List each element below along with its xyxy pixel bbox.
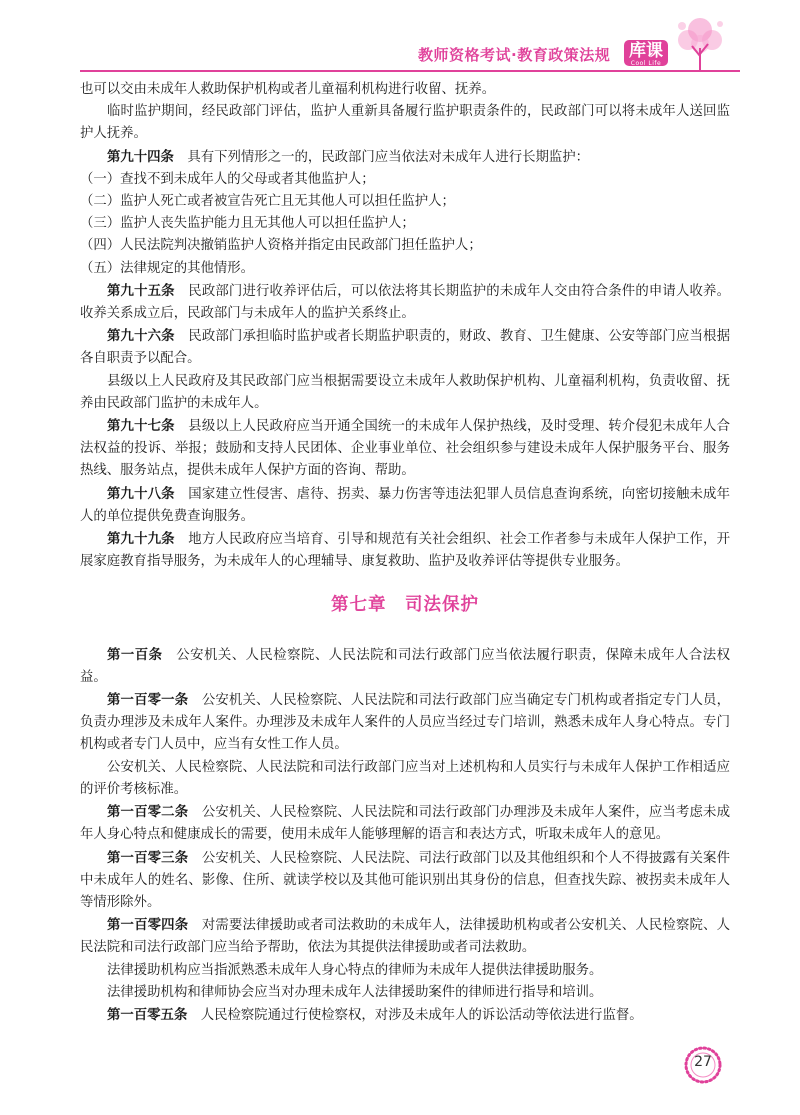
brand-logo: [624, 40, 668, 66]
article-text: 公安机关、人民检察院、人民法院和司法行政部门应当依法履行职责，保障未成年人合法权益。: [80, 647, 730, 685]
paragraph: 也可以交由未成年人救助保护机构或者儿童福利机构进行收留、抚养。: [80, 82, 496, 97]
article-text: 民政部门承担临时监护或者长期监护职责的，财政、教育、卫生健康、公安等部门应当根据各自职责予以配合。: [80, 329, 730, 367]
article-text: 国家建立性侵害、虐待、拐卖、暴力伤害等违法犯罪人员信息查询系统，向密切接触未成年人的单位提供免费查询服务。: [80, 486, 730, 524]
list-item: （三）监护人丧失监护能力且无其他人可以担任监护人；: [80, 216, 415, 232]
article-94: [80, 146, 730, 169]
article-label: 第一百零一条: [107, 692, 189, 709]
chapter-title: 第七章 司法保护: [331, 595, 479, 616]
article-label: 第九十六条: [107, 328, 175, 345]
page-number: 27: [694, 1054, 712, 1070]
paragraph: 临时监护期间，经民政部门评估，监护人重新具备履行监护职责条件的，民政部门可以将未成年人送回监护人抚养。: [80, 104, 730, 142]
article-label: 第一百零三条: [107, 849, 189, 866]
article-label: 第九十七条: [107, 418, 175, 435]
article-103: [80, 847, 730, 915]
list-item: （二）监护人死亡或者被宣告死亡且无其他人可以担任监护人；: [80, 194, 455, 210]
article-text: 公安机关、人民检察院、人民法院、司法行政部门以及其他组织和个人不得披露有关案件中未成年人的姓名、影像、住所、就读学校以及其他可能识别出其身份的信息，但查找失踪、被拐卖未成年人等情形除外。: [80, 850, 730, 910]
page-content: [80, 79, 730, 1027]
tree-icon: [670, 10, 730, 72]
paragraph: 法律援助机构应当指派熟悉未成年人身心特点的律师为未成年人提供法律援助服务。: [107, 962, 603, 978]
article-104: [80, 914, 730, 959]
article-text: 民政部门进行收养评估后，可以依法将其长期监护的未成年人交由符合条件的申请人收养。收养关系成立后，民政部门与未成年人的监护关系终止。: [80, 283, 730, 322]
article-99: [80, 528, 730, 573]
article-label: 第九十九条: [107, 531, 175, 548]
header-rule: [80, 70, 740, 72]
article-text: 地方人民政府应当培育、引导和规范有关社会组织、社会工作者参与未成年人保护工作，开展家庭教育指导服务，为未成年人的心理辅导、康复救助、监护及收养评估等提供专业服务。: [80, 532, 730, 570]
article-text: 公安机关、人民检察院、人民法院和司法行政部门办理涉及未成年人案件，应当考虑未成年人身心特点和健康成长的需要，使用未成年人能够理解的语言和表达方式，听取未成年人的意见。: [80, 805, 730, 843]
article-label: 第一百零五条: [107, 1006, 188, 1023]
article-98: [80, 483, 730, 528]
article-text: 对需要法律援助或者司法救助的未成年人，法律援助机构或者公安机关、人民检察院、人民法院和司法行政部门应当给予帮助，依法为其提供法律援助或者司法救助。: [80, 918, 730, 956]
article-label: 第九十八条: [107, 485, 175, 502]
paragraph: 公安机关、人民检察院、人民法院和司法行政部门应当对上述机构和人员实行与未成年人保护工作相适应的评价考核标准。: [80, 759, 730, 797]
article-101: [80, 689, 730, 757]
header-title: 教师资格考试·教育政策法规: [418, 46, 611, 64]
list-item: （四）人民法院判决撤销监护人资格并指定由民政部门担任监护人；: [80, 238, 482, 254]
article-text: 具有下列情形之一的，民政部门应当依法对未成年人进行长期监护：: [173, 149, 590, 165]
paragraph: 县级以上人民政府及其民政部门应当根据需要设立未成年人救助保护机构、儿童福利机构，负责收留、抚养由民政部门监护的未成年人。: [80, 373, 730, 411]
page-header: [0, 0, 800, 80]
article-100: [80, 644, 730, 689]
article-label: 第一百零二条: [107, 804, 189, 821]
paragraph: 法律援助机构和律师协会应当对办理未成年人法律援助案件的律师进行指导和培训。: [107, 984, 603, 1000]
article-text: 公安机关、人民检察院、人民法院和司法行政部门应当确定专门机构或者指定专门人员，负责办理涉及未成年人案件。办理涉及未成年人案件的人员应当经过专门培训，熟悉未成年人身心特点。专门机构或者专门人员中，应当有女性工作人员。: [80, 693, 730, 753]
list-item: （一）查找不到未成年人的父母或者其他监护人；: [80, 171, 375, 187]
article-105: [80, 1004, 730, 1027]
logo-sub-text: Cool Life: [630, 60, 662, 67]
article-label: 第一百条: [107, 646, 163, 663]
article-97: [80, 415, 730, 483]
article-text: 人民检察院通过行使检察权，对涉及未成年人的诉讼活动等依法进行监督。: [187, 1007, 643, 1023]
article-label: 第九十五条: [107, 282, 175, 299]
logo-main-text: 库课: [629, 41, 663, 61]
article-label: 第一百零四条: [107, 917, 189, 934]
list-item: （五）法律规定的其他情形。: [80, 260, 255, 276]
page-number-badge: [683, 1045, 723, 1085]
article-95: [80, 280, 730, 325]
article-text: 县级以上人民政府应当开通全国统一的未成年人保护热线，及时受理、转介侵犯未成年人合法权益的投诉、举报；鼓励和支持人民团体、企业事业单位、社会组织参与建设未成年人保护服务平台、服务热线、服务站点，提供未成年人保护方面的咨询、帮助。: [80, 419, 730, 479]
article-label: 第九十四条: [107, 148, 174, 165]
article-96: [80, 325, 730, 370]
article-102: [80, 801, 730, 846]
